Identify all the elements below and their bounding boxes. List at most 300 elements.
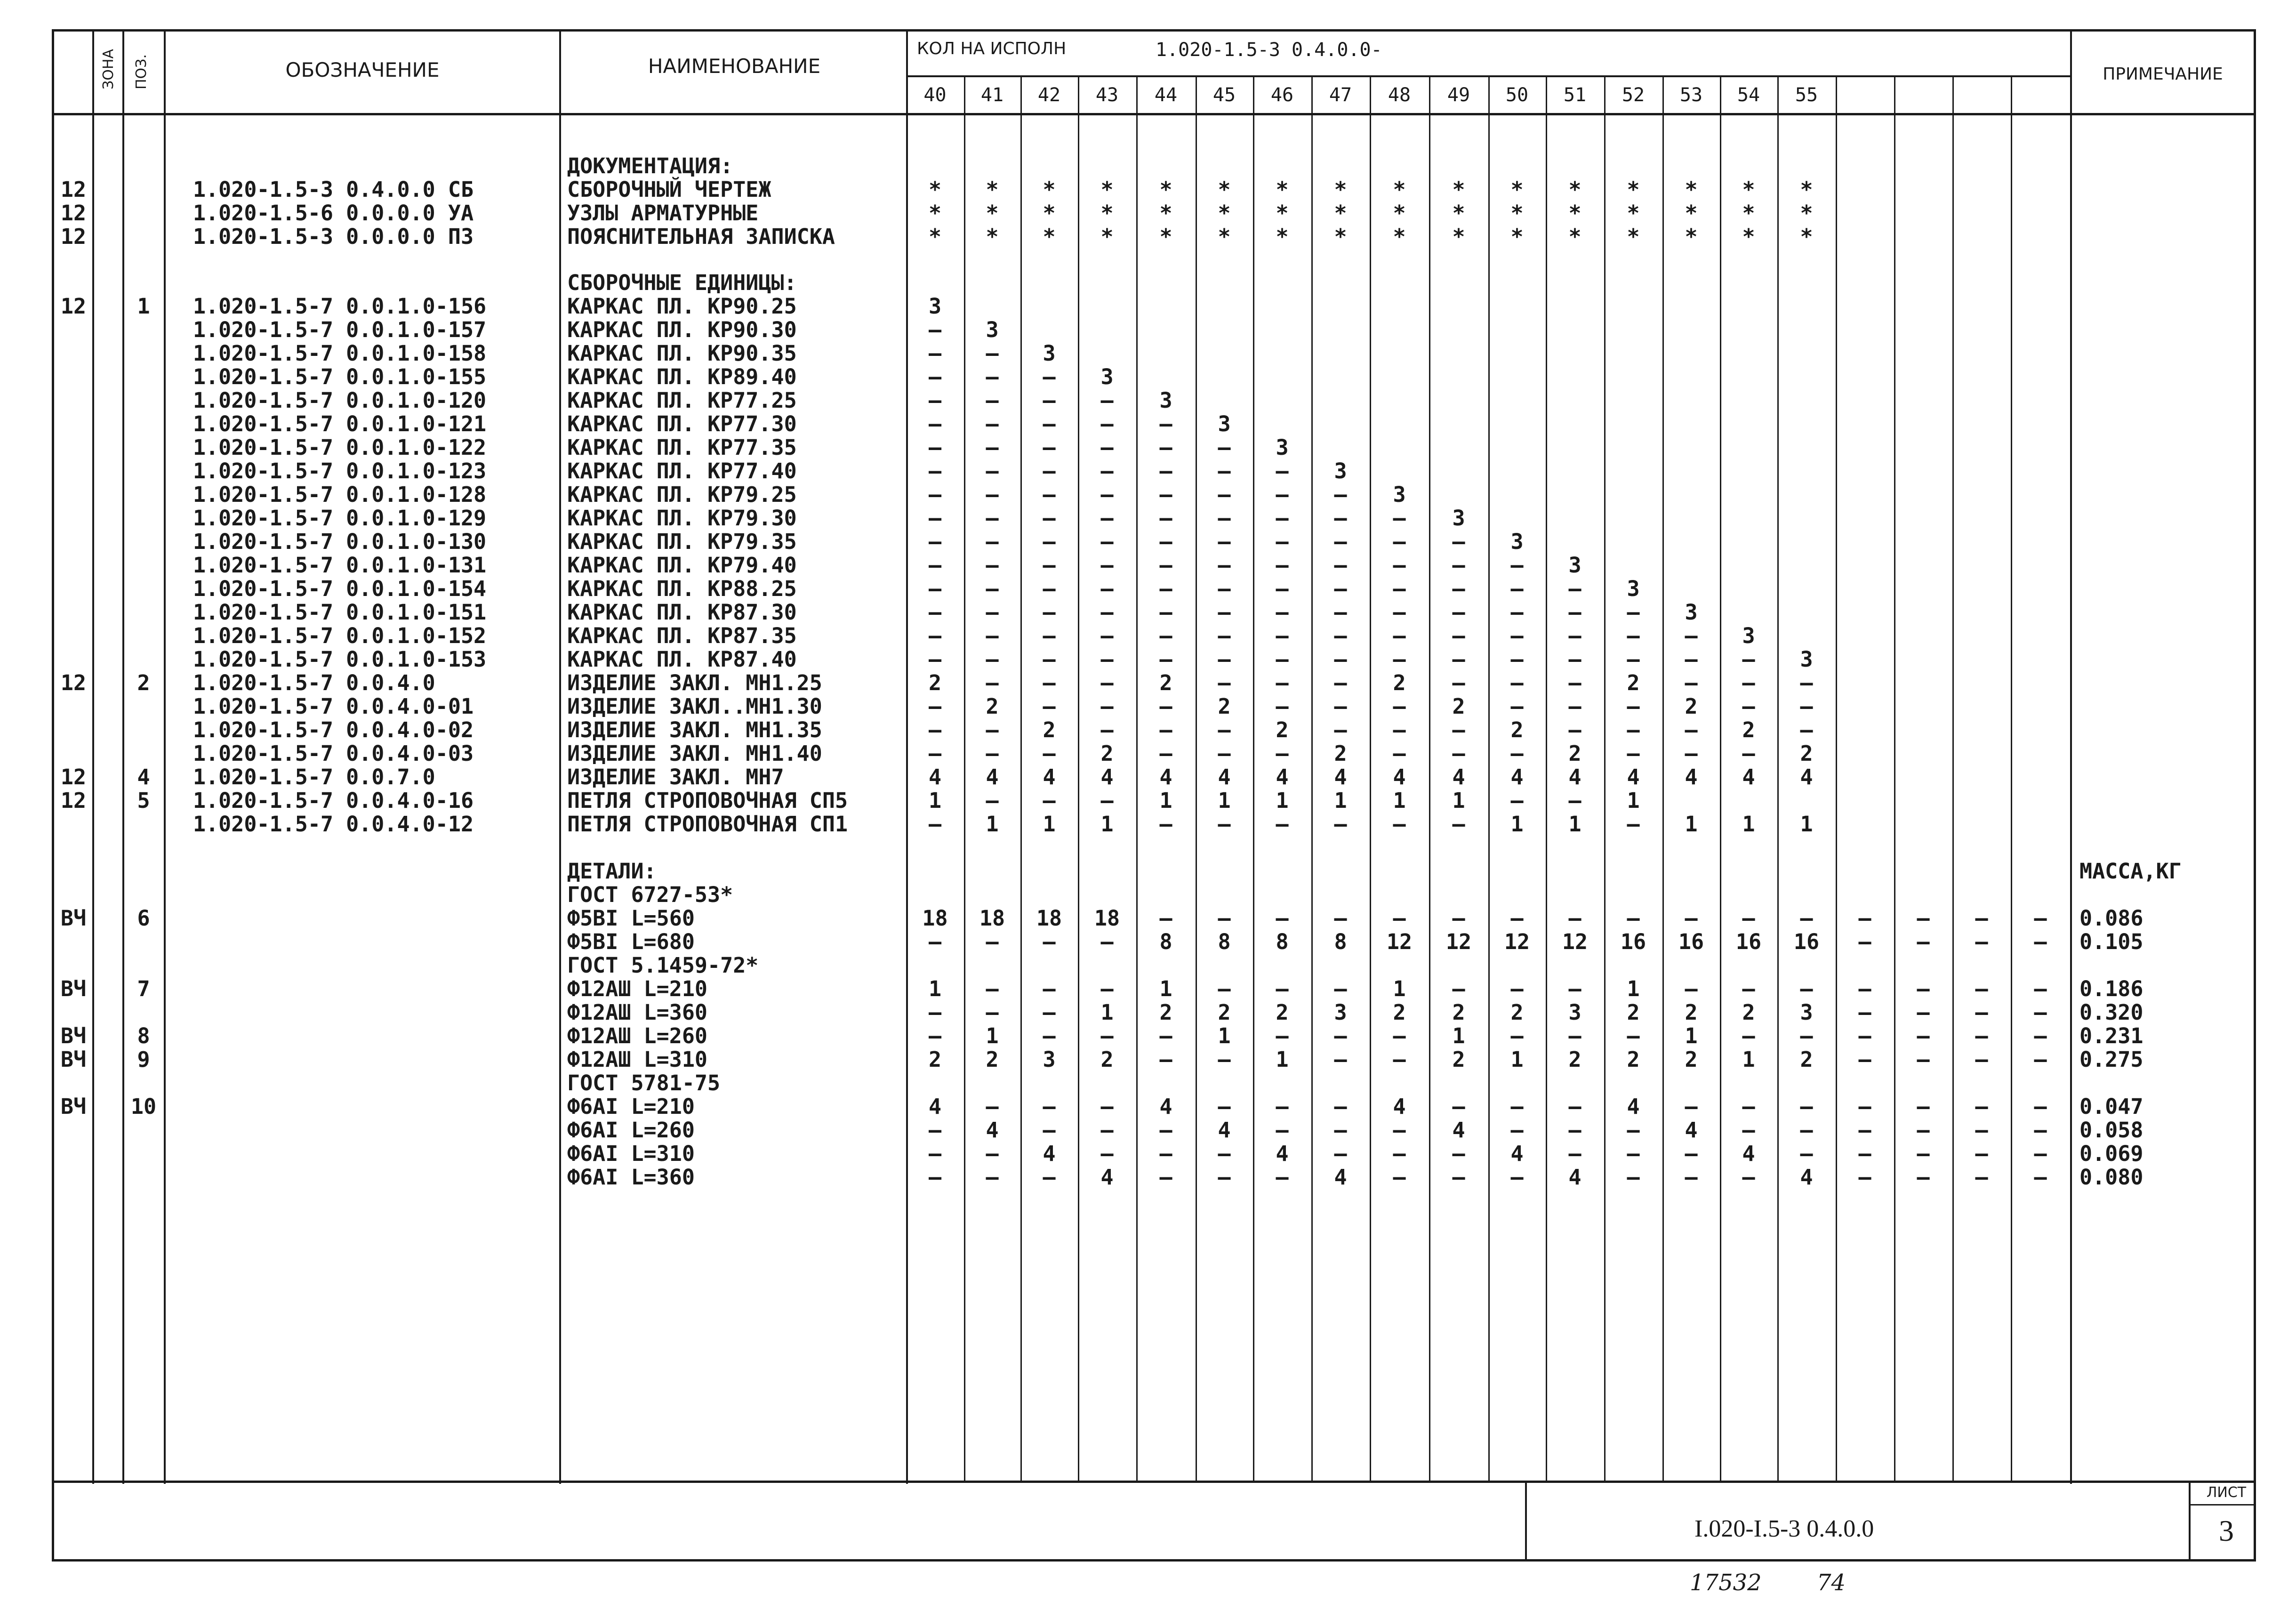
quantity-cell: – [1685, 741, 1698, 766]
quantity-cell: 1 [1510, 1047, 1524, 1072]
column-rule [559, 29, 561, 1484]
quantity-cell: – [928, 741, 942, 766]
quantity-cell: – [1159, 1165, 1172, 1190]
quantity-cell: – [1100, 788, 1114, 813]
quantity-cell: – [1043, 1000, 1056, 1025]
document-code: I.020-I.5-3 0.4.0.0 [1694, 1515, 1874, 1542]
quantity-cell: 18 [979, 906, 1005, 931]
footer-number-1: 17532 [1690, 1570, 1762, 1596]
quantity-cell: – [1043, 553, 1056, 578]
quantity-cell: * [1627, 177, 1640, 202]
quantity-cell: – [1800, 694, 1813, 719]
designation-cell: 1.020-1.5-7 0.0.1.0-155 [193, 364, 487, 389]
quantity-cell: – [1975, 1023, 1988, 1048]
quantity-cell: – [928, 364, 942, 389]
quantity-cell: – [1276, 459, 1289, 483]
quantity-cell: – [1159, 1118, 1172, 1143]
quantity-cell: – [1043, 411, 1056, 436]
quantity-cell: – [1510, 1094, 1524, 1119]
quantity-cell: – [1218, 435, 1231, 460]
quantity-cell: – [1334, 482, 1347, 507]
quantity-cell: – [1917, 1047, 1930, 1072]
quantity-cell: 3 [1510, 529, 1524, 554]
designation-cell: 1.020-1.5-7 0.0.1.0-154 [193, 576, 487, 601]
variant-header-43: 43 [1095, 84, 1119, 106]
quantity-cell: 8 [1218, 929, 1231, 954]
quantity-cell: 2 [1800, 741, 1813, 766]
name-cell: ПЕТЛЯ СТРОПОВОЧНАЯ СП1 [567, 812, 848, 837]
quantity-cell: – [1393, 741, 1406, 766]
name-cell: СБОРОЧНЫЕ ЕДИНИЦЫ: [567, 270, 797, 295]
quantity-cell: – [986, 364, 999, 389]
quantity-cell: – [1917, 1141, 1930, 1166]
quantity-cell: – [1276, 976, 1289, 1001]
quantity-cell: – [1858, 1094, 1871, 1119]
quantity-cell: 1 [1800, 812, 1813, 837]
quantity-cell: 3 [1334, 459, 1347, 483]
quantity-cell: – [1276, 647, 1289, 672]
quantity-cell: – [1917, 1094, 1930, 1119]
name-cell: КАРКАС ПЛ. КР90.35 [567, 341, 797, 366]
designation-cell: 1.020-1.5-7 0.0.4.0-01 [193, 694, 474, 719]
quantity-cell: – [1276, 1118, 1289, 1143]
quantity-cell: – [1975, 906, 1988, 931]
quantity-cell: * [1393, 224, 1406, 249]
quantity-cell: – [1334, 976, 1347, 1001]
quantity-cell: 2 [986, 694, 999, 719]
quantity-cell: 8 [1276, 929, 1289, 954]
quantity-cell: – [1917, 1118, 1930, 1143]
quantity-cell: – [1393, 553, 1406, 578]
name-cell: Ф6АI L=310 [567, 1141, 695, 1166]
quantity-cell: 4 [1568, 765, 1582, 789]
quantity-cell: 2 [1452, 1000, 1465, 1025]
variant-column-rule [1429, 75, 1430, 1483]
quantity-cell: 1 [1685, 812, 1698, 837]
quantity-cell: – [1334, 694, 1347, 719]
quantity-cell: – [1510, 623, 1524, 648]
quantity-cell: – [1393, 1118, 1406, 1143]
quantity-cell: 18 [1036, 906, 1062, 931]
name-cell: Ф12АШ L=210 [567, 976, 708, 1001]
quantity-cell: 1 [1452, 1023, 1465, 1048]
quantity-cell: – [1100, 506, 1114, 531]
footer-number-2: 74 [1817, 1570, 1846, 1596]
quantity-cell: * [986, 224, 999, 249]
variant-column-rule [1078, 75, 1079, 1483]
designation-cell: 1.020-1.5-7 0.0.1.0-121 [193, 411, 487, 436]
variant-header-44: 44 [1154, 84, 1178, 106]
designation-cell: 1.020-1.5-7 0.0.1.0-153 [193, 647, 487, 672]
name-cell: ПОЯСНИТЕЛЬНАЯ ЗАПИСКА [567, 224, 835, 249]
quantity-cell: 16 [1678, 929, 1704, 954]
name-cell: ИЗДЕЛИЕ ЗАКЛ. МН1.25 [567, 670, 822, 695]
name-cell: Ф12АШ L=360 [567, 1000, 708, 1025]
quantity-cell: – [1100, 1118, 1114, 1143]
quantity-cell: – [1568, 976, 1582, 1001]
quantity-cell: – [1452, 812, 1465, 837]
variant-header-41: 41 [980, 84, 1004, 106]
quantity-cell: – [1100, 717, 1114, 742]
quantity-cell: 3 [1568, 553, 1582, 578]
quantity-cell: – [1858, 1000, 1871, 1025]
quantity-cell: – [1858, 1118, 1871, 1143]
quantity-cell: – [1043, 600, 1056, 625]
variant-header-50: 50 [1505, 84, 1529, 106]
quantity-cell: 2 [1100, 741, 1114, 766]
quantity-cell: – [1510, 576, 1524, 601]
quantity-cell: 4 [1568, 1165, 1582, 1190]
quantity-cell: – [1043, 435, 1056, 460]
quantity-cell: – [1800, 1141, 1813, 1166]
quantity-cell: 8 [1334, 929, 1347, 954]
quantity-cell: – [1393, 576, 1406, 601]
quantity-cell: 4 [1159, 765, 1172, 789]
variant-column-rule [1604, 75, 1606, 1483]
name-cell: КАРКАС ПЛ. КР87.35 [567, 623, 797, 648]
designation-cell: 1.020-1.5-7 0.0.1.0-128 [193, 482, 487, 507]
name-cell: КАРКАС ПЛ. КР87.30 [567, 600, 797, 625]
quantity-cell: * [1334, 224, 1347, 249]
name-cell: КАРКАС ПЛ. КР90.30 [567, 317, 797, 342]
quantity-cell: – [1393, 600, 1406, 625]
quantity-cell: – [928, 553, 942, 578]
quantity-cell: – [1334, 506, 1347, 531]
quantity-cell: – [2034, 976, 2047, 1001]
quantity-cell: * [986, 201, 999, 225]
name-cell: КАРКАС ПЛ. КР77.25 [567, 388, 797, 413]
quantity-cell: 4 [1393, 1094, 1406, 1119]
quantity-cell: 16 [1735, 929, 1762, 954]
quantity-cell: – [1159, 717, 1172, 742]
quantity-cell: – [1452, 553, 1465, 578]
variant-header-42: 42 [1037, 84, 1061, 106]
quantity-cell: – [986, 1094, 999, 1119]
designation-cell: 1.020-1.5-7 0.0.1.0-120 [193, 388, 487, 413]
quantity-cell: * [928, 224, 942, 249]
note-cell: 0.231 [2079, 1023, 2143, 1048]
quantity-cell: 2 [1393, 1000, 1406, 1025]
quantity-cell: – [1452, 600, 1465, 625]
quantity-cell: – [1043, 929, 1056, 954]
quantity-cell: – [1858, 1141, 1871, 1166]
quantity-cell: 1 [1276, 1047, 1289, 1072]
quantity-cell: – [986, 623, 999, 648]
name-cell: ДЕТАЛИ: [567, 859, 657, 884]
quantity-cell: – [1568, 906, 1582, 931]
quantity-cell: 18 [1094, 906, 1120, 931]
quantity-cell: – [1452, 647, 1465, 672]
quantity-cell: – [1800, 906, 1813, 931]
quantity-cell: 18 [922, 906, 948, 931]
quantity-cell: 1 [1627, 788, 1640, 813]
name-cell: КАРКАС ПЛ. КР79.30 [567, 506, 797, 531]
quantity-cell: 4 [1043, 1141, 1056, 1166]
name-cell: ГОСТ 5.1459-72* [567, 953, 759, 978]
note-cell: 0.047 [2079, 1094, 2143, 1119]
quantity-cell: 4 [1510, 765, 1524, 789]
variant-column-rule [1952, 75, 1954, 1483]
header-oboznachenie: ОБОЗНАЧЕНИЕ [285, 58, 440, 81]
quantity-cell: – [1452, 1165, 1465, 1190]
quantity-cell: – [1452, 1094, 1465, 1119]
quantity-cell: – [1568, 670, 1582, 695]
quantity-cell: * [1510, 224, 1524, 249]
quantity-cell: – [928, 812, 942, 837]
quantity-cell: – [1043, 1118, 1056, 1143]
quantity-cell: – [928, 623, 942, 648]
quantity-cell: 2 [1159, 670, 1172, 695]
quantity-cell: – [1218, 717, 1231, 742]
header-zona: ЗОНА [100, 49, 117, 89]
quantity-cell: 4 [1393, 765, 1406, 789]
variant-column-rule [1720, 75, 1721, 1483]
quantity-cell: * [1159, 201, 1172, 225]
note-cell: 0.105 [2079, 929, 2143, 954]
zone-cell: 12 [60, 201, 87, 225]
quantity-cell: * [986, 177, 999, 202]
quantity-cell: 2 [1276, 1000, 1289, 1025]
variant-header-48: 48 [1388, 84, 1411, 106]
variant-column-rule [1488, 75, 1490, 1483]
position-cell: 10 [130, 1094, 157, 1119]
quantity-cell: – [2034, 1047, 2047, 1072]
note-cell: 0.080 [2079, 1165, 2143, 1190]
quantity-cell: – [1043, 459, 1056, 483]
designation-cell: 1.020-1.5-7 0.0.4.0-16 [193, 788, 474, 813]
quantity-cell: * [1276, 177, 1289, 202]
quantity-cell: 4 [1742, 765, 1755, 789]
quantity-cell: * [1334, 177, 1347, 202]
stamp-sheet-rule [2189, 1481, 2191, 1561]
column-rule [122, 29, 124, 1484]
variant-column-rule [1546, 75, 1547, 1483]
position-cell: 6 [137, 906, 150, 931]
quantity-cell: – [1917, 929, 1930, 954]
quantity-cell: – [928, 506, 942, 531]
quantity-cell: – [1510, 694, 1524, 719]
quantity-cell: 4 [1800, 765, 1813, 789]
quantity-cell: – [986, 459, 999, 483]
name-cell: КАРКАС ПЛ. КР90.25 [567, 294, 797, 319]
variant-column-rule [1662, 75, 1664, 1483]
name-cell: Ф6АI L=360 [567, 1165, 695, 1190]
quantity-cell: * [1159, 224, 1172, 249]
quantity-cell: – [1100, 435, 1114, 460]
quantity-cell: 1 [1218, 788, 1231, 813]
quantity-cell: – [1510, 647, 1524, 672]
quantity-cell: 1 [1043, 812, 1056, 837]
name-cell: КАРКАС ПЛ. КР79.25 [567, 482, 797, 507]
quantity-cell: – [1043, 670, 1056, 695]
quantity-cell: – [928, 1000, 942, 1025]
quantity-cell: – [1452, 717, 1465, 742]
quantity-cell: – [928, 1141, 942, 1166]
quantity-cell: – [1159, 435, 1172, 460]
quantity-cell: – [1159, 1047, 1172, 1072]
quantity-cell: – [1393, 1165, 1406, 1190]
position-cell: 9 [137, 1047, 150, 1072]
quantity-cell: * [1800, 177, 1813, 202]
quantity-cell: – [1100, 929, 1114, 954]
quantity-cell: – [1510, 670, 1524, 695]
quantity-cell: 2 [1685, 1000, 1698, 1025]
quantity-cell: 12 [1504, 929, 1530, 954]
name-cell: ИЗДЕЛИЕ ЗАКЛ..МН1.30 [567, 694, 822, 719]
quantity-cell: – [1627, 694, 1640, 719]
quantity-cell: – [1218, 506, 1231, 531]
quantity-cell: – [1334, 1047, 1347, 1072]
zone-cell: ВЧ [60, 1023, 87, 1048]
quantity-cell: – [1100, 482, 1114, 507]
quantity-cell: 1 [1276, 788, 1289, 813]
quantity-cell: 3 [1393, 482, 1406, 507]
quantity-cell: 4 [1800, 1165, 1813, 1190]
quantity-cell: 2 [1276, 717, 1289, 742]
sheet-label: ЛИСТ [2206, 1484, 2247, 1501]
quantity-cell: 4 [986, 765, 999, 789]
designation-cell: 1.020-1.5-7 0.0.4.0-12 [193, 812, 474, 837]
name-cell: УЗЛЫ АРМАТУРНЫЕ [567, 201, 759, 225]
quantity-cell: 1 [1510, 812, 1524, 837]
stamp-top-rule [52, 1481, 2256, 1483]
quantity-cell: 4 [1334, 765, 1347, 789]
quantity-cell: – [1742, 1023, 1755, 1048]
quantity-cell: – [1159, 600, 1172, 625]
quantity-cell: 3 [1159, 388, 1172, 413]
quantity-cell: * [1100, 224, 1114, 249]
quantity-cell: – [1627, 741, 1640, 766]
quantity-cell: 2 [1393, 670, 1406, 695]
frame-bottom [52, 1559, 2256, 1562]
quantity-cell: 1 [1334, 788, 1347, 813]
quantity-cell: – [1218, 553, 1231, 578]
quantity-cell: – [1334, 906, 1347, 931]
quantity-cell: 3 [1742, 623, 1755, 648]
quantity-cell: * [1218, 177, 1231, 202]
variant-column-rule [1253, 75, 1254, 1483]
quantity-cell: – [928, 317, 942, 342]
quantity-cell: – [928, 1165, 942, 1190]
quantity-cell: * [1218, 201, 1231, 225]
quantity-cell: – [1800, 1118, 1813, 1143]
quantity-cell: – [1100, 529, 1114, 554]
quantity-cell: – [1975, 1094, 1988, 1119]
column-rule [164, 29, 166, 1484]
quantity-cell: 2 [1100, 1047, 1114, 1072]
quantity-cell: – [928, 459, 942, 483]
position-cell: 1 [137, 294, 150, 319]
quantity-cell: – [1685, 1094, 1698, 1119]
quantity-cell: * [928, 201, 942, 225]
quantity-cell: – [986, 506, 999, 531]
quantity-cell: – [1452, 623, 1465, 648]
quantity-cell: – [1100, 623, 1114, 648]
quantity-cell: – [928, 482, 942, 507]
quantity-cell: * [1627, 224, 1640, 249]
designation-cell: 1.020-1.5-3 0.0.0.0 ПЗ [193, 224, 474, 249]
quantity-cell: – [1568, 1023, 1582, 1048]
quantity-cell: * [1685, 177, 1698, 202]
quantity-cell: * [1100, 177, 1114, 202]
quantity-cell: – [1685, 623, 1698, 648]
quantity-cell: – [1917, 1023, 1930, 1048]
zone-cell: 12 [60, 177, 87, 202]
variant-header-51: 51 [1563, 84, 1587, 106]
zone-cell: 12 [60, 224, 87, 249]
designation-cell: 1.020-1.5-7 0.0.1.0-130 [193, 529, 487, 554]
quantity-cell: 1 [1393, 976, 1406, 1001]
quantity-cell: – [986, 717, 999, 742]
quantity-cell: – [1218, 1047, 1231, 1072]
quantity-cell: * [1393, 177, 1406, 202]
quantity-cell: – [1393, 506, 1406, 531]
variant-column-rule [1196, 75, 1197, 1483]
quantity-cell: – [1159, 812, 1172, 837]
quantity-cell: 3 [1218, 411, 1231, 436]
quantity-cell: – [1627, 1141, 1640, 1166]
quantity-cell: – [928, 694, 942, 719]
quantity-cell: 4 [1334, 1165, 1347, 1190]
quantity-cell: 3 [1334, 1000, 1347, 1025]
quantity-cell: * [1334, 201, 1347, 225]
name-cell: ИЗДЕЛИЕ ЗАКЛ. МН1.35 [567, 717, 822, 742]
quantity-cell: 1 [1100, 1000, 1114, 1025]
quantity-cell: 1 [1393, 788, 1406, 813]
quantity-cell: 2 [1742, 1000, 1755, 1025]
quantity-cell: – [1043, 623, 1056, 648]
quantity-cell: – [1043, 506, 1056, 531]
quantity-cell: – [1452, 906, 1465, 931]
quantity-cell: – [2034, 929, 2047, 954]
quantity-cell: 12 [1445, 929, 1472, 954]
quantity-cell: 4 [1276, 1141, 1289, 1166]
quantity-cell: – [1043, 1023, 1056, 1048]
variant-column-rule [1020, 75, 1022, 1483]
quantity-cell: – [1568, 788, 1582, 813]
variant-header-40: 40 [923, 84, 947, 106]
zone-cell: ВЧ [60, 906, 87, 931]
quantity-cell: 2 [1627, 1000, 1640, 1025]
quantity-cell: – [1510, 906, 1524, 931]
quantity-cell: 2 [986, 1047, 999, 1072]
quantity-cell: – [2034, 1118, 2047, 1143]
variant-header-55: 55 [1795, 84, 1818, 106]
name-cell: КАРКАС ПЛ. КР79.40 [567, 553, 797, 578]
quantity-cell: * [1393, 201, 1406, 225]
column-rule [92, 29, 94, 1484]
quantity-cell: – [986, 1165, 999, 1190]
quantity-cell: – [1218, 906, 1231, 931]
quantity-cell: – [1334, 1023, 1347, 1048]
quantity-cell: 4 [1452, 765, 1465, 789]
quantity-cell: – [1975, 1165, 1988, 1190]
quantity-cell: 4 [986, 1118, 999, 1143]
quantity-cell: – [1510, 976, 1524, 1001]
variant-column-rule [1136, 75, 1138, 1483]
name-cell: ДОКУМЕНТАЦИЯ: [567, 153, 733, 178]
quantity-cell: – [986, 647, 999, 672]
quantity-cell: – [928, 929, 942, 954]
quantity-cell: 12 [1386, 929, 1413, 954]
quantity-cell: – [1393, 1141, 1406, 1166]
quantity-cell: – [2034, 1094, 2047, 1119]
name-cell: ИЗДЕЛИЕ ЗАКЛ. МН1.40 [567, 741, 822, 766]
quantity-cell: – [986, 741, 999, 766]
quantity-cell: * [1742, 224, 1755, 249]
quantity-cell: – [1685, 1141, 1698, 1166]
quantity-cell: – [2034, 1141, 2047, 1166]
